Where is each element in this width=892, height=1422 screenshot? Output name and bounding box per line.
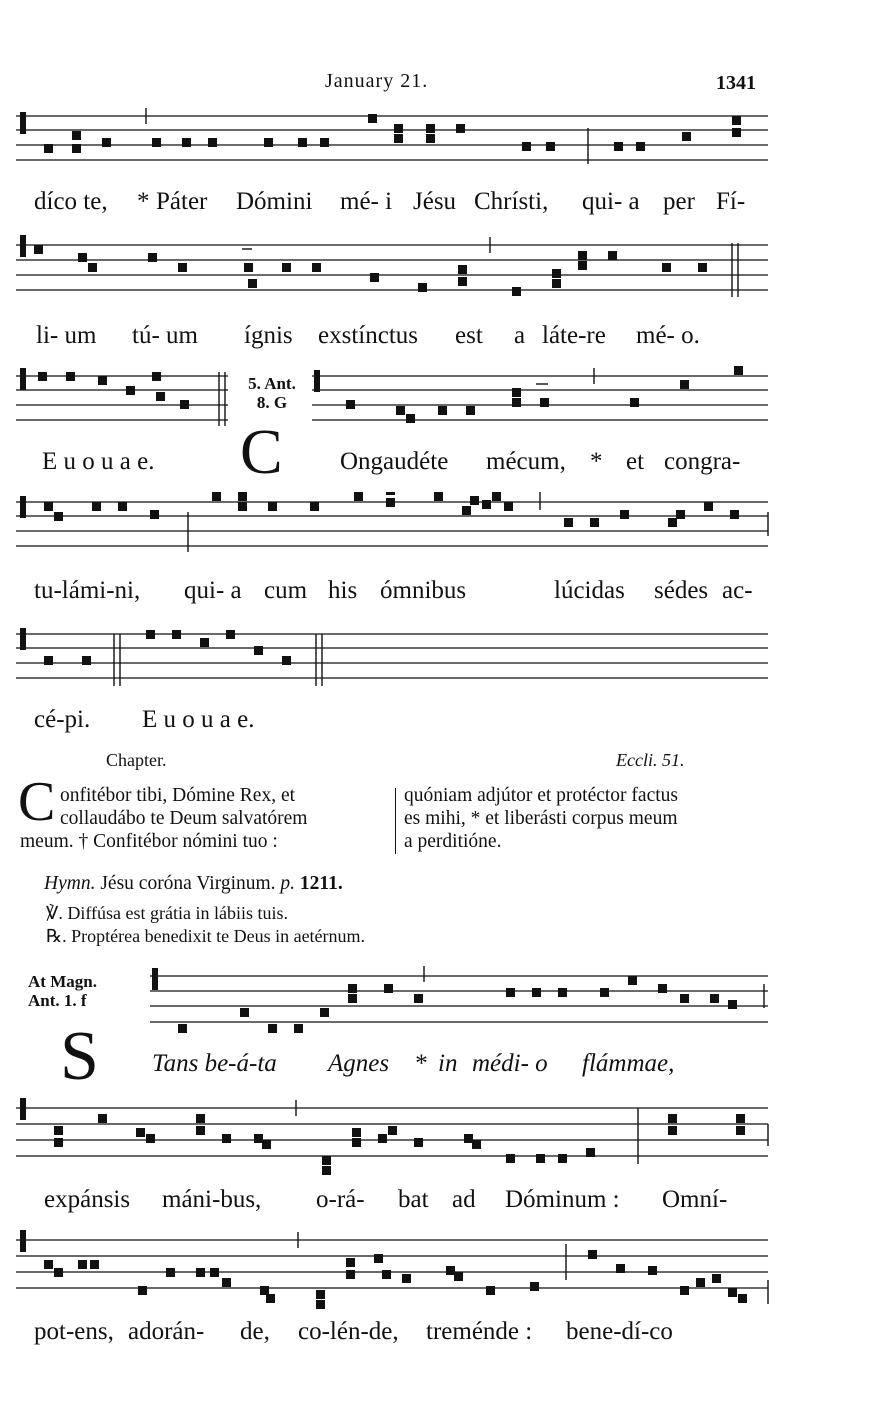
syllable: Jésu: [413, 188, 457, 215]
versicle-icon: ℣.: [46, 903, 63, 923]
syllable: médi- o: [472, 1050, 548, 1077]
staff-lines: [16, 364, 230, 430]
syllable: Tans be-á-ta: [152, 1050, 277, 1077]
syllable: expánsis: [44, 1186, 131, 1213]
response-text: Proptérea benedixit te Deus in aetérnum.: [71, 926, 366, 946]
syllable: tú- um: [132, 322, 198, 349]
chapter-line: quóniam adjútor et protéctor factus: [404, 785, 678, 806]
syllable: Dóminum :: [505, 1186, 620, 1213]
syllable: bat: [398, 1186, 429, 1213]
syllable: congra-: [664, 448, 741, 475]
drop-initial-c: C: [240, 416, 283, 487]
syllable: Agnes: [328, 1050, 390, 1077]
syllable: cé-pi.: [34, 706, 91, 733]
syllable: E u o u a e.: [42, 448, 155, 475]
staff-6: [150, 964, 772, 1034]
syllable: máni-bus,: [162, 1186, 262, 1213]
syllable: est: [455, 322, 483, 349]
antiphon-label: 5. Ant. 8. G: [248, 374, 296, 412]
syllable: Dómini: [236, 188, 313, 215]
syllable: qui- a: [582, 188, 640, 215]
syllable: per: [663, 188, 695, 215]
syllable: mé- o.: [636, 322, 700, 349]
syllable: tu-lámi-ni,: [34, 577, 141, 604]
staff-lines: [16, 1230, 772, 1316]
syllable: o-rá-: [316, 1186, 365, 1213]
syllable: pot-ens,: [34, 1318, 114, 1345]
staff-1: [16, 108, 772, 168]
syllable: Omní-: [662, 1186, 728, 1213]
staff-lines: [16, 624, 772, 690]
magnificat-drop-initial: S: [60, 1018, 99, 1095]
chapter-line: collaudábo te Deum salvatórem: [60, 808, 308, 829]
syllable: qui- a: [184, 577, 242, 604]
staff-lines: [312, 366, 772, 432]
versicle-text: Diffúsa est grátia in lábiis tuis.: [67, 903, 288, 923]
staff-2: [16, 235, 772, 301]
syllable: ómnibus: [380, 577, 467, 604]
syllable: a: [514, 322, 526, 349]
syllable: díco te,: [34, 188, 108, 215]
staff-4: [16, 492, 772, 562]
hymn-page-label: p.: [280, 873, 296, 894]
staff-8: [16, 1230, 772, 1316]
syllable: treménde :: [426, 1318, 533, 1345]
syllable: E u o u a e.: [142, 706, 255, 733]
staff-lines: [16, 492, 772, 562]
column-rule: [395, 788, 396, 854]
chapter-reference: Eccli. 51.: [616, 750, 685, 770]
syllable: et: [626, 448, 645, 475]
staff-7: [16, 1098, 772, 1180]
syllable: ígnis: [244, 322, 293, 349]
syllable: li- um: [36, 322, 97, 349]
syllable: adorán-: [128, 1318, 205, 1345]
response-line: [46, 926, 365, 947]
syllable: his: [328, 577, 358, 604]
staff-lines: [150, 964, 772, 1034]
chapter-line: es mihi, * et liberásti corpus meum: [404, 808, 678, 829]
syllable: sédes: [654, 577, 709, 604]
syllable: Páter: [156, 188, 208, 215]
syllable: láte-re: [542, 322, 606, 349]
staff-lines: [16, 1098, 772, 1180]
syllable: ad: [452, 1186, 476, 1213]
chapter-line: meum. † Confitébor nómini tuo :: [20, 831, 278, 852]
staff-5: [16, 624, 772, 690]
hymn-label: Hymn.: [44, 873, 96, 894]
staff-3a: [16, 364, 230, 430]
syllable: in: [438, 1050, 458, 1077]
syllable: bene-dí-co: [566, 1318, 673, 1345]
page-number: 1341: [716, 72, 756, 94]
syllable: Ongaudéte: [340, 448, 449, 475]
staff-3b: [312, 366, 772, 432]
syllable: flámmae,: [582, 1050, 675, 1077]
syllable: mé- i: [340, 188, 393, 215]
syllable: Fí-: [716, 188, 746, 215]
chapter-right-column: [404, 784, 774, 853]
syllable: cum: [264, 577, 308, 604]
syllable: lúcidas: [554, 577, 625, 604]
staff-lines: [16, 235, 772, 301]
versicle-line: [46, 903, 288, 924]
running-title: January 21.: [325, 70, 429, 92]
chapter-drop-initial: C: [18, 771, 56, 833]
syllable: Chrísti,: [474, 188, 549, 215]
syllable: co-lén-de,: [298, 1318, 399, 1345]
syllable: exstínctus: [318, 322, 418, 349]
chapter-title: Chapter.: [106, 750, 167, 770]
response-icon: ℞.: [46, 926, 67, 946]
chapter-line: onfitébor tibi, Dómine Rex, et: [60, 785, 296, 806]
syllable: *: [414, 1050, 427, 1077]
syllable: ac-: [722, 577, 753, 604]
hymn-page-ref: 1211.: [299, 873, 343, 894]
chapter-left-column: [20, 784, 390, 853]
syllable: de,: [240, 1318, 270, 1345]
hymn-line: [44, 872, 343, 895]
syllable: *: [590, 448, 603, 475]
syllable: *: [137, 188, 150, 215]
hymn-text: Jésu coróna Virginum.: [100, 873, 276, 894]
staff-lines: [16, 108, 772, 168]
chapter-line: a perditióne.: [404, 831, 502, 852]
magnificat-label: At Magn. Ant. 1. f: [28, 972, 97, 1010]
syllable: mécum,: [486, 448, 566, 475]
